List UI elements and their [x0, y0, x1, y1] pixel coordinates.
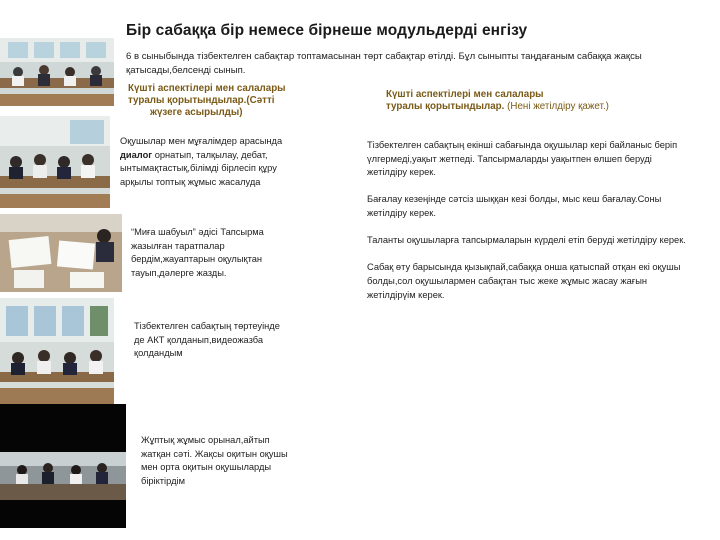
strong-aspects-heading: [128, 83, 328, 119]
intro-text: 6 в сыныбында тізбектелген сабақтар топтамасынан төрт сабақтар өтілді. Бұл сыныпты таңдағаным сабаққа жақсы қатысады,белсенді сынып.: [126, 51, 642, 76]
weak-heading-line2-normal: (Нені жетілдіру қажет.): [507, 101, 609, 112]
strong-heading-line2: туралы қорытындылар.(Сәтті: [128, 95, 275, 106]
weak-heading-line2: туралы қорытындылар.: [386, 101, 505, 112]
improvement-paragraph-1: Тізбектелген сабақтың екінші сабағында оқушылар кері байланыс беріп үлгермеді,уақыт жетпеді. Тапсырмаларды уақытпен өлшеп беруді жетілдіру керек.: [367, 140, 678, 178]
improvement-paragraph-3: Таланты оқушыларға тапсырмаларын күрделі етіп беруді жетілдіру керек.: [367, 235, 686, 246]
improvement-heading: [386, 89, 686, 113]
classroom-photo-4: [0, 298, 114, 404]
classroom-photo-2: [0, 116, 110, 208]
weak-heading-line1: Күшті аспектілері мен салалары: [386, 89, 544, 100]
slide-title: Бір сабаққа бір немесе бірнеше модульдерді енгізу: [126, 22, 528, 39]
note-dialogue: [120, 135, 290, 189]
note-dialogue-part1: Оқушылар мен мұғалімдер арасында: [120, 136, 283, 146]
strong-heading-line3: жүзеге асырылды): [150, 107, 243, 118]
note-dialogue-part2: орнатып, талқылау, дебат, ынтымақтастық,білімді бірлесіп құру арқылы топтық жұмыс жасалуда: [120, 149, 277, 187]
classroom-photo-1: [0, 38, 114, 106]
classroom-photo-5: [0, 404, 126, 528]
note-brainstorm: “Миға шабуыл” әдісі Тапсырма жазылған таратпалар бердім,жауаптарын оқулықтан тауып,дәлерге жазды.: [131, 227, 264, 278]
improvement-paragraph-4: Сабақ өту барысында қызықпай,сабаққа онша қатыспай отқан екі оқушы болды,сол оқушылармен сабақтан тыс жеке жұмыс жасау жағын жетілдірүім керек.: [367, 262, 681, 300]
classroom-photo-3: [0, 214, 122, 292]
note-ict: Тізбектелген сабақтың төртеуінде де АКТ қолданып,видеожазба қолдандым: [134, 321, 280, 359]
strong-heading-line1: Күшті аспектілері мен салалары: [128, 83, 286, 94]
improvement-paragraph-2: Бағалау кезеңінде сәтсіз шыққан кезі болды, мыс кеш бағалау.Соны жетілдіру керек.: [367, 194, 662, 218]
improvement-list: [367, 139, 689, 316]
note-pair-work: Жұптық жұмыс орынал,айтып жатқан сәті. Жақсы оқитын оқушы мен орта оқитын оқушыларды біріктірдім: [141, 435, 288, 486]
note-dialogue-bold: диалог: [120, 149, 153, 160]
